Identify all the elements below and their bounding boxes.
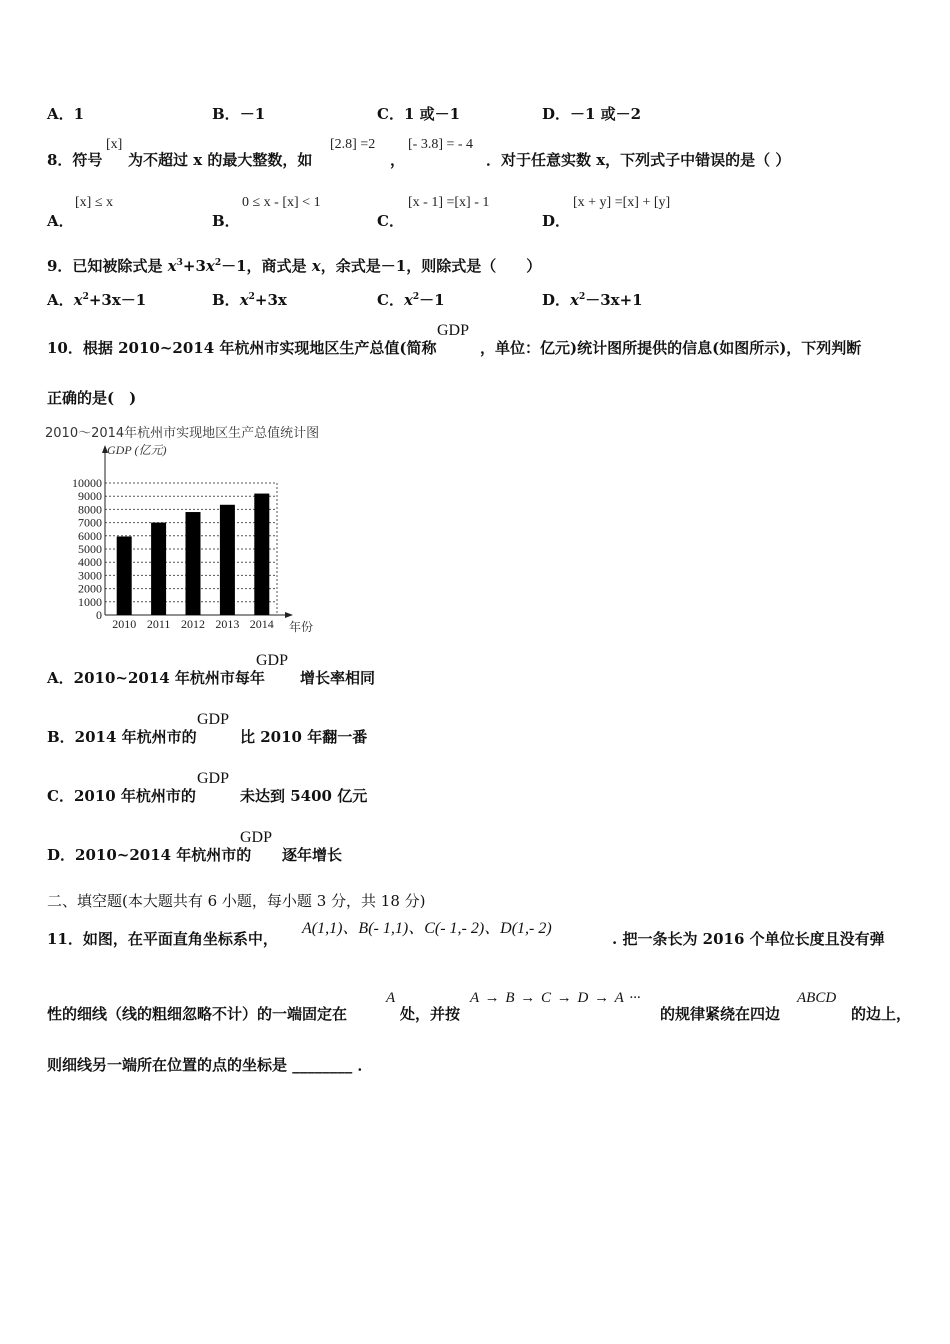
chart-bar (220, 505, 235, 615)
q8-symbol: [x] (106, 137, 123, 152)
q11-point-a: A (386, 990, 396, 1006)
q8-example-1: [2.8] =2 (330, 137, 376, 152)
q8-option-d-math: [x + y] =[x] + [y] (573, 195, 671, 210)
q9-option-b: B．$x^2+3x$ (212, 291, 287, 309)
q11-text-f: 的边上， (851, 1005, 912, 1023)
q11-text-b: . 把一条长为 2016 个单位长度且没有弹 (612, 930, 885, 948)
chart-x-tick-label: 2013 (215, 617, 240, 631)
q9-stem: 9．已知被除式是 $x^3+3x^2-1$，商式是 x，余式是－1，则除式是（ ） (47, 257, 542, 275)
chart-y-tick-label: 10000 (72, 476, 102, 490)
q11-text-a: 11．如图，在平面直角坐标系中， (47, 930, 278, 948)
chart-x-axis-arrow (285, 612, 293, 618)
q8-tail: ．对于任意实数 x，下列式子中错误的是（ ） (486, 151, 791, 169)
q10-option-a-gdp: GDP (256, 652, 289, 669)
q10-option-c-gdp: GDP (197, 770, 230, 787)
chart-x-tick-label: 2011 (146, 617, 171, 631)
q10-option-c-post: 未达到 5400 亿元 (240, 787, 368, 805)
q10-option-a-post: 增长率相同 (300, 669, 376, 687)
chart-bar (117, 536, 132, 615)
q8-option-a-math: [x] ≤ x (75, 195, 114, 210)
q10-gdp: GDP (437, 322, 470, 339)
section-heading: 二、填空题(本大题共有 6 小题，每小题 3 分，共 18 分) (47, 892, 426, 910)
q10-option-b-post: 比 2010 年翻一番 (240, 728, 368, 746)
chart-y-tick-label: 4000 (78, 555, 102, 570)
q10-option-c-pre: C．2010 年杭州市的 (47, 787, 196, 805)
q7-option-b: B．－1 (212, 105, 266, 123)
q11-text-c: 性的细线（线的粗细忽略不计）的一端固定在 (47, 1005, 348, 1023)
chart-title: 2010～2014年杭州市实现地区生产总值统计图 (45, 426, 320, 441)
q10-option-d-gdp: GDP (240, 829, 273, 846)
q10-option-a-pre: A．2010~2014 年杭州市每年 (47, 669, 265, 687)
q10-option-b-pre: B．2014 年杭州市的 (47, 728, 197, 746)
q8-mid: 为不超过 x 的最大整数，如 (128, 151, 313, 169)
q11-text-d: 处，并按 (400, 1005, 461, 1023)
q8-option-a-label: A． (47, 212, 74, 230)
chart-bar (186, 512, 201, 615)
q9-option-c: C．$x^2-1$ (377, 291, 445, 309)
q7-option-c: C．1 或－1 (377, 105, 461, 123)
q10-option-d-post: 逐年增长 (282, 846, 343, 864)
chart-y-tick-label: 8000 (78, 502, 102, 517)
q8-option-c-label: C． (377, 212, 404, 230)
chart-y-axis-label: GDP (亿元) (107, 443, 167, 457)
q8-comma: ， (390, 151, 406, 169)
q10-line1a: 10．根据 2010~2014 年杭州市实现地区生产总值(简称 (47, 339, 437, 357)
q8-option-b-math: 0 ≤ x - [x] < 1 (242, 195, 321, 210)
q9-option-d: D．$x^2-3x+1$ (542, 291, 643, 309)
gdp-bar-chart (45, 438, 345, 638)
q8-option-b-label: B． (212, 212, 240, 230)
q11-text-g: 则细线另一端所在位置的点的坐标是 ________ ． (47, 1056, 373, 1074)
chart-y-tick-label: 6000 (78, 528, 102, 543)
chart-y-tick-label: 0 (96, 608, 102, 622)
q8-option-c-math: [x - 1] =[x] - 1 (408, 195, 490, 210)
q11-quad: ABCD (797, 990, 837, 1006)
chart-y-tick-label: 5000 (78, 542, 102, 556)
q10-line1b: ，单位：亿元)统计图所提供的信息(如图所示)，下列判断 (480, 339, 862, 357)
q7-option-a: A．1 (47, 105, 85, 123)
chart-y-tick-label: 9000 (78, 489, 102, 504)
chart-x-tick-label: 2012 (181, 617, 205, 631)
chart-y-tick-label: 2000 (78, 581, 102, 596)
chart-bar (254, 494, 269, 615)
q10-option-b-gdp: GDP (197, 711, 230, 728)
chart-x-tick-label: 2010 (112, 617, 137, 631)
chart-y-tick-label: 1000 (78, 594, 102, 609)
q8-example-2: [- 3.8] = - 4 (408, 137, 474, 152)
q7-option-d: D．－1 或－2 (542, 105, 642, 123)
q8-option-d-label: D． (542, 212, 571, 230)
q8-lead: 8．符号 (47, 151, 103, 169)
q11-sequence: A → B → C → D → A ··· (470, 990, 641, 1006)
q9-option-a: A．$x^2+3x-1$ (47, 291, 147, 309)
q10-option-d-pre: D．2010~2014 年杭州市的 (47, 846, 252, 864)
chart-y-tick-label: 7000 (78, 515, 102, 530)
q11-text-e: 的规律紧绕在四边 (660, 1005, 781, 1023)
chart-x-axis-label: 年份 (289, 620, 314, 634)
chart-y-tick-label: 3000 (78, 568, 102, 583)
q10-line2: 正确的是( ) (47, 389, 137, 407)
chart-x-tick-label: 2014 (249, 617, 274, 631)
chart-bar (151, 523, 166, 615)
q11-coords: A(1,1)、B(- 1,1)、C(- 1,- 2)、D(1,- 2) (302, 920, 552, 937)
